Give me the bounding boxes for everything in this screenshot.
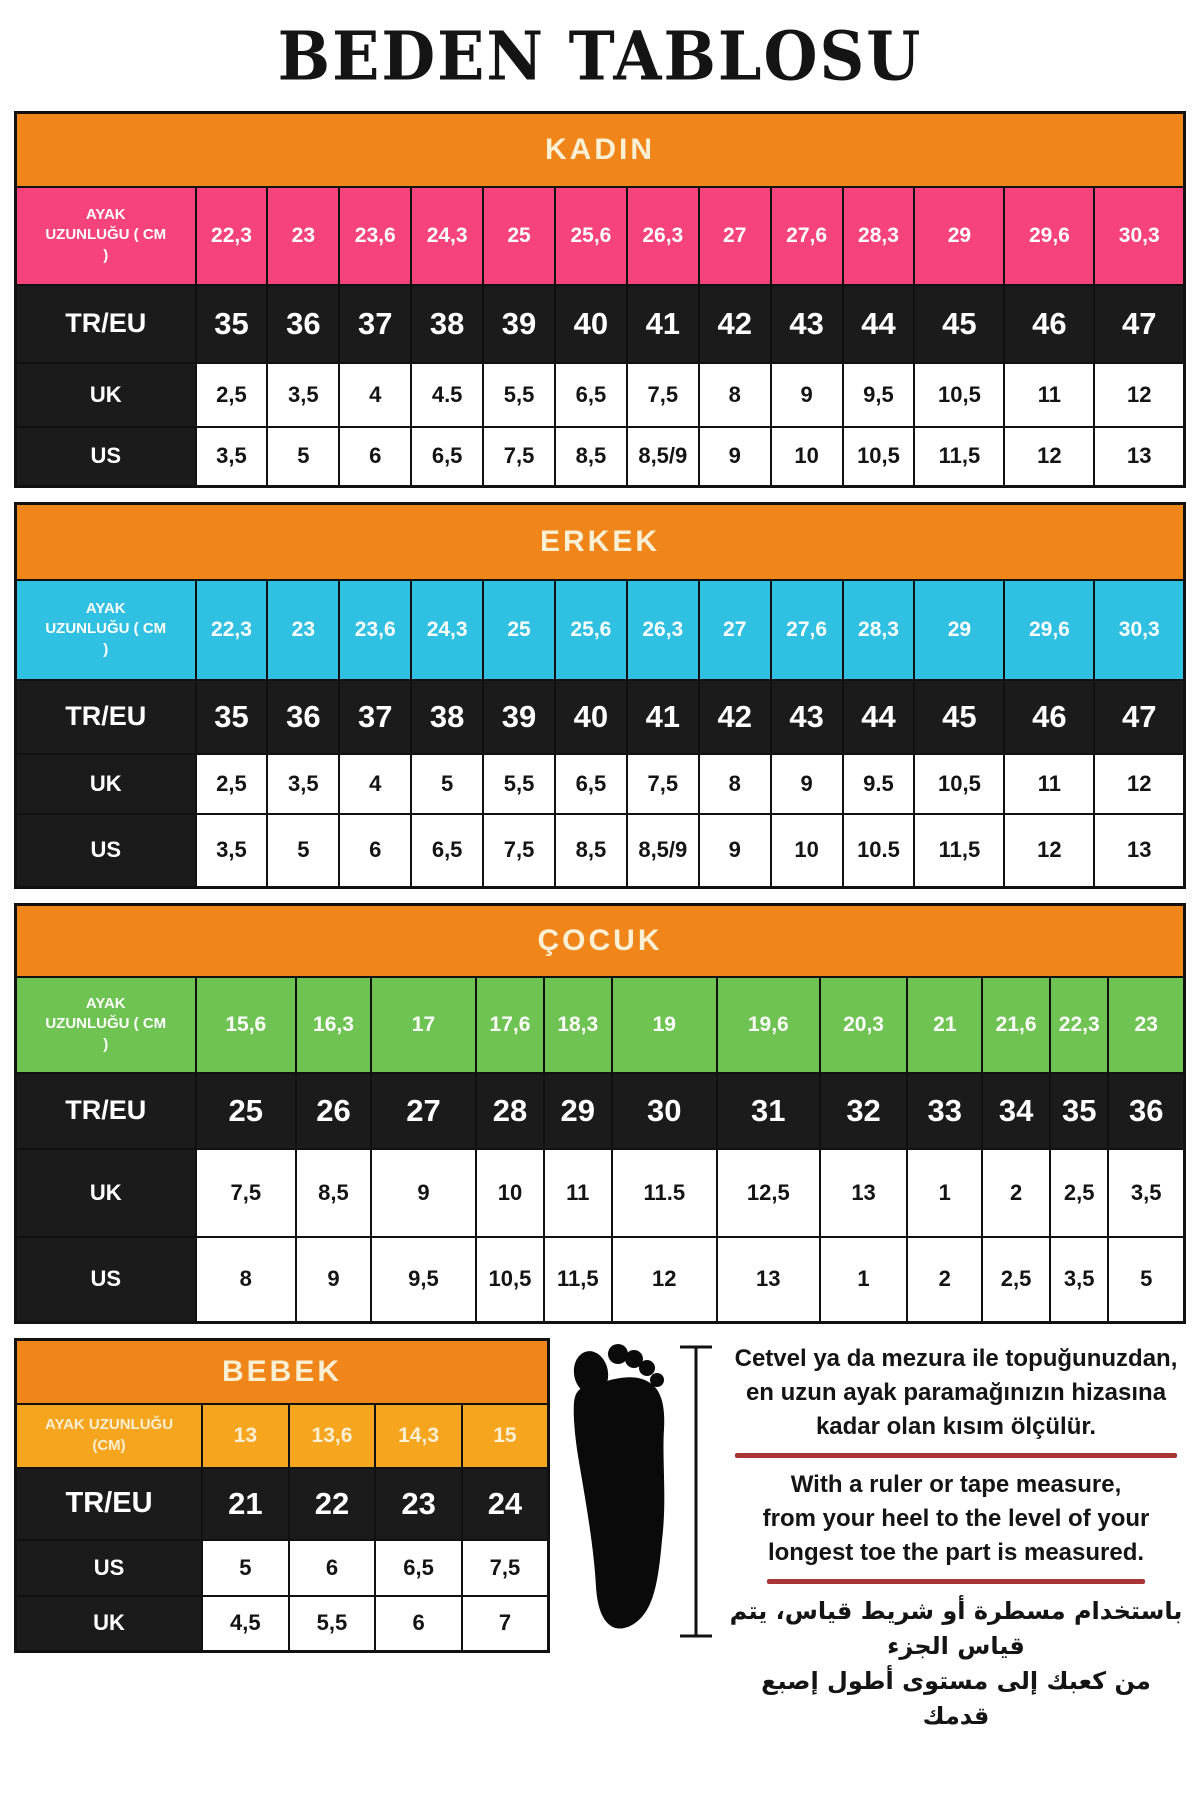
size-cell: 12 [612,1237,717,1323]
size-cell: 8,5 [555,814,627,888]
size-cell: 25 [196,1073,297,1149]
size-cell: 8,5 [296,1149,371,1237]
size-cell: 13 [1094,814,1184,888]
treu-label: TR/EU [16,285,196,363]
size-cell: 5,5 [483,363,555,427]
size-cell: 29 [914,187,1004,285]
size-cell: 28,3 [843,187,915,285]
size-cell: 35 [196,285,268,363]
size-cell: 21 [907,977,982,1073]
size-cell: 45 [914,680,1004,754]
cocuk-table-title: ÇOCUK [16,905,1185,977]
size-cell: 47 [1094,285,1184,363]
size-cell: 23 [375,1468,462,1540]
size-cell: 29 [544,1073,612,1149]
foot-silhouette-icon [560,1340,716,1652]
size-cell: 12,5 [717,1149,820,1237]
size-cell: 6 [339,814,411,888]
size-cell: 3,5 [1050,1237,1108,1323]
cocuk-uk-row [16,1149,1185,1237]
size-cell: 8 [699,363,771,427]
size-cell: 5,5 [289,1596,376,1652]
size-cell: 12 [1004,427,1094,487]
size-cell: 18,3 [544,977,612,1073]
bebek-title-row [16,1340,549,1404]
divider-bar [767,1579,1144,1584]
size-cell: 12 [1094,363,1184,427]
size-cell: 26,3 [627,187,699,285]
size-cell: 7,5 [483,427,555,487]
erkek-treu-row [16,680,1185,754]
kadin-treu-row [16,285,1185,363]
size-cell: 25,6 [555,580,627,680]
kadin-title-row [16,113,1185,187]
size-cell: 26,3 [627,580,699,680]
size-cell: 6 [375,1596,462,1652]
bebek-uk-row [16,1596,549,1652]
size-cell: 9 [371,1149,476,1237]
size-cell: 8 [699,754,771,814]
instruction-tr-line2: en uzun ayak paramağınızın hizasına [745,1379,1167,1406]
us-label: US [16,427,196,487]
size-cell: 9,5 [843,363,915,427]
size-cell: 23 [267,187,339,285]
cocuk-treu-row [16,1073,1185,1149]
size-cell: 8,5/9 [627,427,699,487]
treu-label: TR/EU [16,1468,203,1540]
size-cell: 10.5 [843,814,915,888]
size-cell: 23,6 [339,187,411,285]
size-cell: 27 [699,580,771,680]
size-cell: 30,3 [1094,580,1184,680]
size-cell: 38 [411,285,483,363]
kadin-us-row [16,427,1185,487]
size-cell: 5 [267,427,339,487]
size-cell: 35 [196,680,268,754]
erkek-table [14,502,1186,889]
size-cell: 35 [1050,1073,1108,1149]
bebek-foot-length-row [16,1404,549,1468]
size-cell: 41 [627,680,699,754]
size-cell: 6,5 [375,1540,462,1596]
instruction-en-line1: With a ruler or tape measure, [790,1471,1122,1498]
size-cell: 30,3 [1094,187,1184,285]
size-cell: 10,5 [914,754,1004,814]
size-cell: 3,5 [1108,1149,1184,1237]
page-title: BEDEN TABLOSU [277,17,923,96]
size-cell: 13 [1094,427,1184,487]
size-cell: 9 [699,814,771,888]
size-cell: 23 [267,580,339,680]
size-cell: 14,3 [375,1404,462,1468]
size-cell: 2,5 [1050,1149,1108,1237]
us-label: US [16,814,196,888]
size-cell: 6,5 [411,427,483,487]
size-cell: 28,3 [843,580,915,680]
size-cell: 17 [371,977,476,1073]
size-cell: 22,3 [196,580,268,680]
size-cell: 5 [411,754,483,814]
foot-length-label: AYAK UZUNLUĞU ( CM ) [16,187,196,285]
foot-measurement-figure [560,1338,716,1657]
size-cell: 24 [462,1468,549,1540]
size-cell: 12 [1004,814,1094,888]
us-label: US [16,1540,203,1596]
kadin-uk-row [16,363,1185,427]
size-cell: 40 [555,285,627,363]
size-cell: 5 [267,814,339,888]
size-cell: 10 [476,1149,544,1237]
size-cell: 13,6 [289,1404,376,1468]
size-cell: 2 [982,1149,1050,1237]
us-label: US [16,1237,196,1323]
size-cell: 30 [612,1073,717,1149]
size-cell: 29 [914,580,1004,680]
uk-label: UK [16,363,196,427]
size-cell: 47 [1094,680,1184,754]
size-cell: 6,5 [555,754,627,814]
size-cell: 3,5 [196,814,268,888]
size-cell: 7,5 [627,363,699,427]
size-cell: 29,6 [1004,580,1094,680]
size-cell: 5 [1108,1237,1184,1323]
instruction-tr-line3: kadar olan kısım ölçülür. [815,1413,1097,1440]
size-cell: 7,5 [627,754,699,814]
uk-label: UK [16,1149,196,1237]
bebek-us-row [16,1540,549,1596]
size-cell: 6,5 [555,363,627,427]
size-cell: 34 [982,1073,1050,1149]
size-cell: 2 [907,1237,982,1323]
size-cell: 17,6 [476,977,544,1073]
size-cell: 27 [371,1073,476,1149]
size-cell: 11 [1004,363,1094,427]
size-cell: 40 [555,680,627,754]
erkek-table-title: ERKEK [16,504,1185,580]
size-cell: 3,5 [267,363,339,427]
size-cell: 27,6 [771,187,843,285]
size-cell: 44 [843,680,915,754]
erkek-title-row [16,504,1185,580]
size-cell: 11.5 [612,1149,717,1237]
instruction-en-line2: from your heel to the level of your [762,1505,1150,1532]
size-cell: 42 [699,285,771,363]
size-cell: 10 [771,814,843,888]
size-cell: 4 [339,363,411,427]
size-cell: 22,3 [196,187,268,285]
instruction-tr-line1: Cetvel ya da mezura ile topuğunuzdan, [734,1345,1178,1372]
uk-label: UK [16,1596,203,1652]
size-cell: 36 [267,285,339,363]
bottom-section [14,1338,1186,1734]
size-cell: 23,6 [339,580,411,680]
size-cell: 9,5 [371,1237,476,1323]
size-cell: 19,6 [717,977,820,1073]
size-cell: 11,5 [914,427,1004,487]
size-cell: 25 [483,580,555,680]
size-cell: 24,3 [411,580,483,680]
bebek-table-wrap [14,1338,550,1653]
cocuk-foot-length-row [16,977,1185,1073]
size-cell: 26 [296,1073,371,1149]
size-cell: 4,5 [202,1596,289,1652]
size-cell: 33 [907,1073,982,1149]
size-cell: 46 [1004,285,1094,363]
size-cell: 15 [462,1404,549,1468]
size-cell: 6 [289,1540,376,1596]
size-cell: 16,3 [296,977,371,1073]
size-cell: 32 [820,1073,908,1149]
erkek-uk-row [16,754,1185,814]
foot-length-label: AYAK UZUNLUĞU ( CM ) [16,580,196,680]
size-cell: 2,5 [196,754,268,814]
size-cell: 19 [612,977,717,1073]
size-cell: 7,5 [196,1149,297,1237]
size-cell: 21 [202,1468,289,1540]
size-cell: 11 [544,1149,612,1237]
size-cell: 38 [411,680,483,754]
size-cell: 28 [476,1073,544,1149]
size-cell: 3,5 [267,754,339,814]
instruction-ar-line2: من كعبك إلى مستوى أطول إصبع قدمك [761,1667,1151,1730]
treu-label: TR/EU [16,680,196,754]
size-cell: 23 [1108,977,1184,1073]
size-cell: 45 [914,285,1004,363]
instruction-en-line3: longest toe the part is measured. [767,1539,1145,1566]
cocuk-us-row [16,1237,1185,1323]
uk-label: UK [16,754,196,814]
size-cell: 2,5 [982,1237,1050,1323]
erkek-foot-length-row [16,580,1185,680]
size-cell: 9 [699,427,771,487]
size-cell: 39 [483,285,555,363]
divider-bar [735,1453,1177,1458]
size-cell: 3,5 [196,427,268,487]
size-cell: 8,5 [555,427,627,487]
size-cell: 27 [699,187,771,285]
size-cell: 36 [267,680,339,754]
size-cell: 6 [339,427,411,487]
size-cell: 31 [717,1073,820,1149]
size-cell: 22 [289,1468,376,1540]
size-cell: 13 [820,1149,908,1237]
measurement-line [680,1347,712,1636]
size-cell: 1 [820,1237,908,1323]
size-cell: 9 [771,363,843,427]
size-cell: 41 [627,285,699,363]
size-cell: 13 [717,1237,820,1323]
size-cell: 46 [1004,680,1094,754]
size-cell: 9 [296,1237,371,1323]
size-cell: 13 [202,1404,289,1468]
size-cell: 7,5 [483,814,555,888]
size-cell: 5 [202,1540,289,1596]
size-cell: 1 [907,1149,982,1237]
bebek-table [14,1338,550,1653]
size-cell: 8 [196,1237,297,1323]
measurement-instructions [726,1338,1186,1734]
size-cell: 25,6 [555,187,627,285]
bebek-treu-row [16,1468,549,1540]
size-cell: 15,6 [196,977,297,1073]
size-cell: 37 [339,680,411,754]
size-cell: 11,5 [914,814,1004,888]
erkek-us-row [16,814,1185,888]
size-cell: 22,3 [1050,977,1108,1073]
size-cell: 39 [483,680,555,754]
size-cell: 27,6 [771,580,843,680]
cocuk-title-row [16,905,1185,977]
size-cell: 2,5 [196,363,268,427]
foot-length-label: AYAK UZUNLUĞU (CM) [16,1404,203,1468]
size-cell: 44 [843,285,915,363]
size-cell: 11,5 [544,1237,612,1323]
size-cell: 4 [339,754,411,814]
instruction-ar-line1: باستخدام مسطرة أو شريط قياس، يتم قياس الجزء [729,1597,1183,1660]
size-cell: 8,5/9 [627,814,699,888]
size-cell: 10,5 [476,1237,544,1323]
size-cell: 10,5 [843,427,915,487]
size-cell: 9 [771,754,843,814]
size-cell: 37 [339,285,411,363]
size-cell: 24,3 [411,187,483,285]
size-cell: 25 [483,187,555,285]
size-cell: 9.5 [843,754,915,814]
size-cell: 20,3 [820,977,908,1073]
size-cell: 43 [771,680,843,754]
size-cell: 11 [1004,754,1094,814]
size-cell: 6,5 [411,814,483,888]
size-cell: 10,5 [914,363,1004,427]
size-cell: 36 [1108,1073,1184,1149]
size-cell: 21,6 [982,977,1050,1073]
bebek-table-title: BEBEK [16,1340,549,1404]
size-cell: 12 [1094,754,1184,814]
treu-label: TR/EU [16,1073,196,1149]
kadin-table-title: KADIN [16,113,1185,187]
size-cell: 7,5 [462,1540,549,1596]
foot-length-label: AYAK UZUNLUĞU ( CM ) [16,977,196,1073]
size-cell: 5,5 [483,754,555,814]
size-cell: 29,6 [1004,187,1094,285]
kadin-foot-length-row [16,187,1185,285]
size-cell: 10 [771,427,843,487]
size-cell: 7 [462,1596,549,1652]
cocuk-table [14,903,1186,1324]
size-cell: 42 [699,680,771,754]
size-cell: 43 [771,285,843,363]
kadin-table [14,111,1186,488]
size-cell: 4.5 [411,363,483,427]
